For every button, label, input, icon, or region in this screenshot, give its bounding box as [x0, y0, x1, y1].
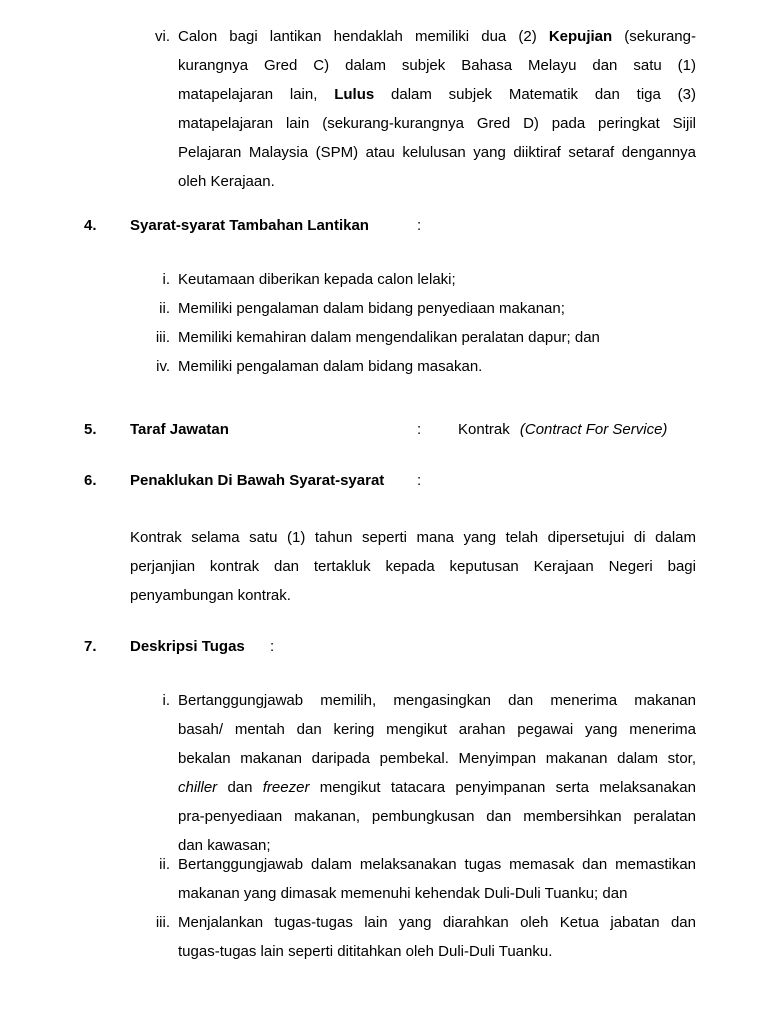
section-number: 5. [84, 421, 97, 438]
text-run: matapelajaran lain (sekurang-kurangnya Gred D) pada peringkat Sijil [178, 115, 696, 132]
paragraph-line: Kontrak selama satu (1) tahun seperti mana yang telah dipersetujui di dalam [130, 529, 696, 546]
list-item-text: Memiliki pengalaman dalam bidang masakan. [178, 358, 483, 375]
text-run: Bertanggungjawab dalam melaksanakan tugas memasak dan memastikan [178, 856, 696, 873]
section-value [458, 415, 667, 444]
emphasis-italic: freezer [262, 779, 310, 796]
list-item-text [178, 686, 696, 860]
list-item-text: Memiliki pengalaman dalam bidang penyediaan makanan; [178, 300, 565, 317]
paragraph-line [178, 908, 696, 937]
list-item [130, 686, 696, 860]
list-item [130, 850, 696, 908]
section-number: 7. [84, 638, 97, 655]
paragraph-line [178, 744, 696, 773]
section-title: Syarat-syarat Tambahan Lantikan [130, 217, 369, 234]
list-item [130, 323, 696, 352]
text-run: dalam subjek Matematik dan tiga (3) [374, 86, 696, 103]
list-item-text: Memiliki kemahiran dalam mengendalikan peralatan dapur; dan [178, 329, 600, 346]
section-heading-4 [84, 211, 722, 240]
section-heading-6 [84, 466, 722, 495]
section-number: 6. [84, 472, 97, 489]
list-item [130, 908, 696, 966]
paragraph-line: perjanjian kontrak dan tertakluk kepada keputusan Kerajaan Negeri bagi [130, 558, 696, 575]
section-value-text: Kontrak [458, 421, 510, 438]
emphasis-bold: Lulus [334, 86, 375, 103]
text-run: matapelajaran lain, [178, 86, 335, 103]
section-colon: : [417, 217, 422, 234]
paragraph-line: penyambungan kontrak. [130, 587, 291, 604]
paragraph-line [178, 22, 696, 51]
section-colon: : [270, 638, 275, 655]
text-run: pra-penyediaan makanan, pembungkusan dan membersihkan peralatan [178, 808, 696, 825]
list-item-numeral: iii. [155, 914, 170, 931]
paragraph-line [178, 80, 696, 109]
list-item [130, 294, 696, 323]
section-value-italic: (Contract For Service) [519, 421, 668, 438]
list-item [130, 352, 696, 381]
paragraph-line [178, 850, 696, 879]
paragraph-line [178, 879, 696, 908]
list-item-text [178, 22, 696, 196]
text-run: Bertanggungjawab memilih, mengasingkan dan menerima makanan [178, 692, 696, 709]
text-run: basah/ mentah dan kering mengikut arahan pegawai yang menerima [178, 721, 696, 738]
text-run: bekalan makanan daripada pembekal. Menyimpan makanan dalam stor, [178, 750, 696, 767]
text-run: dan kawasan; [178, 837, 271, 854]
list-item-numeral: ii. [159, 300, 170, 317]
paragraph-line [178, 715, 696, 744]
list-item [130, 22, 696, 196]
section-colon: : [417, 421, 422, 438]
list-item-numeral: iii. [155, 329, 170, 346]
list-item-numeral: i. [162, 271, 170, 288]
text-run: mengikut tatacara penyimpanan serta melaksanakan [309, 779, 696, 796]
section-heading-7 [84, 632, 722, 661]
paragraph-line [178, 686, 696, 715]
paragraph-line [178, 51, 696, 80]
text-run: makanan yang dimasak memenuhi kehendak Duli-Duli Tuanku; dan [178, 885, 628, 902]
text-run: Pelajaran Malaysia (SPM) atau kelulusan yang diiktiraf setaraf dengannya [178, 144, 696, 161]
emphasis-italic: chiller [178, 779, 218, 796]
list-item-text [178, 850, 696, 908]
text-run: Menjalankan tugas-tugas lain yang diarahkan oleh Ketua jabatan dan [178, 914, 696, 931]
section-colon: : [417, 472, 422, 489]
section6-paragraph [130, 523, 696, 610]
list-item-text [178, 908, 696, 966]
section-title: Taraf Jawatan [130, 421, 229, 438]
section-title: Deskripsi Tugas [130, 638, 245, 655]
list-item [130, 265, 696, 294]
text-run: Calon bagi lantikan hendaklah memiliki dua (2) [178, 28, 549, 45]
text-run: kurangnya Gred C) dalam subjek Bahasa Melayu dan satu (1) [178, 57, 696, 74]
paragraph-line [178, 109, 696, 138]
text-run: (sekurang- [612, 28, 696, 45]
emphasis-bold: Kepujian [548, 28, 613, 45]
paragraph-line [178, 802, 696, 831]
list-item-numeral: i. [162, 692, 170, 709]
section-number: 4. [84, 217, 97, 234]
list-item-numeral: vi. [155, 28, 170, 45]
text-run: oleh Kerajaan. [178, 173, 275, 190]
text-run: tugas-tugas lain seperti dititahkan oleh Duli-Duli Tuanku. [178, 943, 553, 960]
section-heading-5 [84, 415, 722, 444]
section-title: Penaklukan Di Bawah Syarat-syarat [130, 472, 385, 489]
paragraph-line [178, 773, 696, 802]
list-item-numeral: ii. [159, 856, 170, 873]
list-item-numeral: iv. [156, 358, 170, 375]
paragraph-line [178, 138, 696, 167]
text-run: dan [217, 779, 263, 796]
list-item-text: Keutamaan diberikan kepada calon lelaki; [178, 271, 456, 288]
